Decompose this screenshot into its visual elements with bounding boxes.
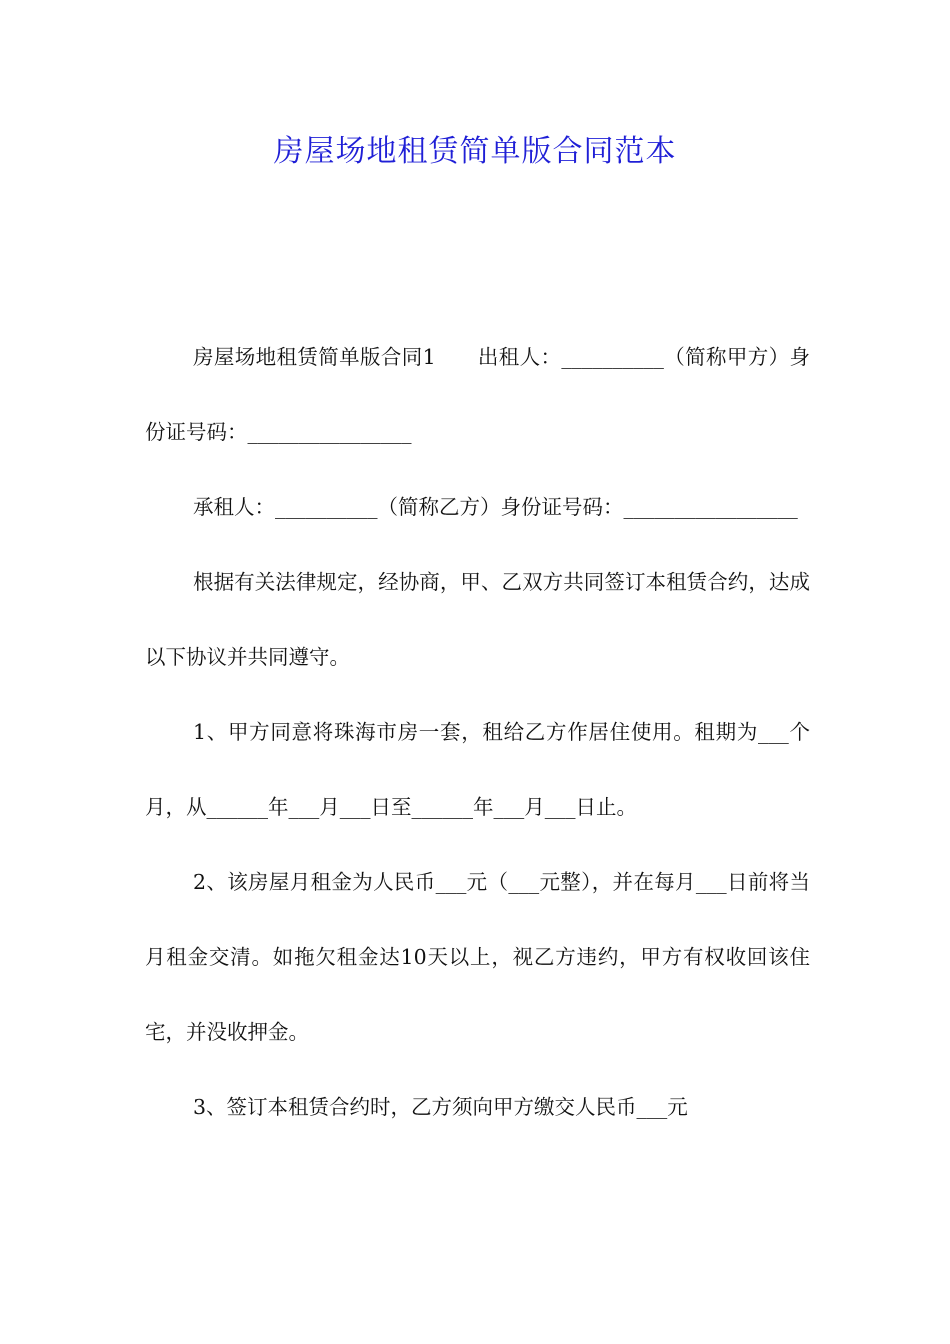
document-title: 房屋场地租赁简单版合同范本: [273, 134, 677, 169]
paragraph-lessor: 房屋场地租赁简单版合同1 出租人：__________（简称甲方）身份证号码：________________: [145, 345, 810, 444]
paragraph-clause-3: 3、签订本租赁合约时，乙方须向甲方缴交人民币___元: [193, 1095, 688, 1119]
paragraph-clause-1: 1、甲方同意将珠海市房一套，租给乙方作居住使用。租期为___个月，从______年___月___日至______年___月___日止。: [145, 720, 810, 819]
paragraph-clause-2: 2、该房屋月租金为人民币___元（___元整），并在每月___日前将当月租金交清。如拖欠租金达10天以上，视乙方违约，甲方有权收回该住宅，并没收押金。: [145, 870, 810, 1044]
paragraph-lessee: 承租人：__________（简称乙方）身份证号码：_________________: [193, 495, 798, 519]
document-body: [145, 320, 810, 1145]
paragraph-preamble: 根据有关法律规定，经协商，甲、乙双方共同签订本租赁合约，达成以下协议并共同遵守。: [145, 570, 810, 669]
